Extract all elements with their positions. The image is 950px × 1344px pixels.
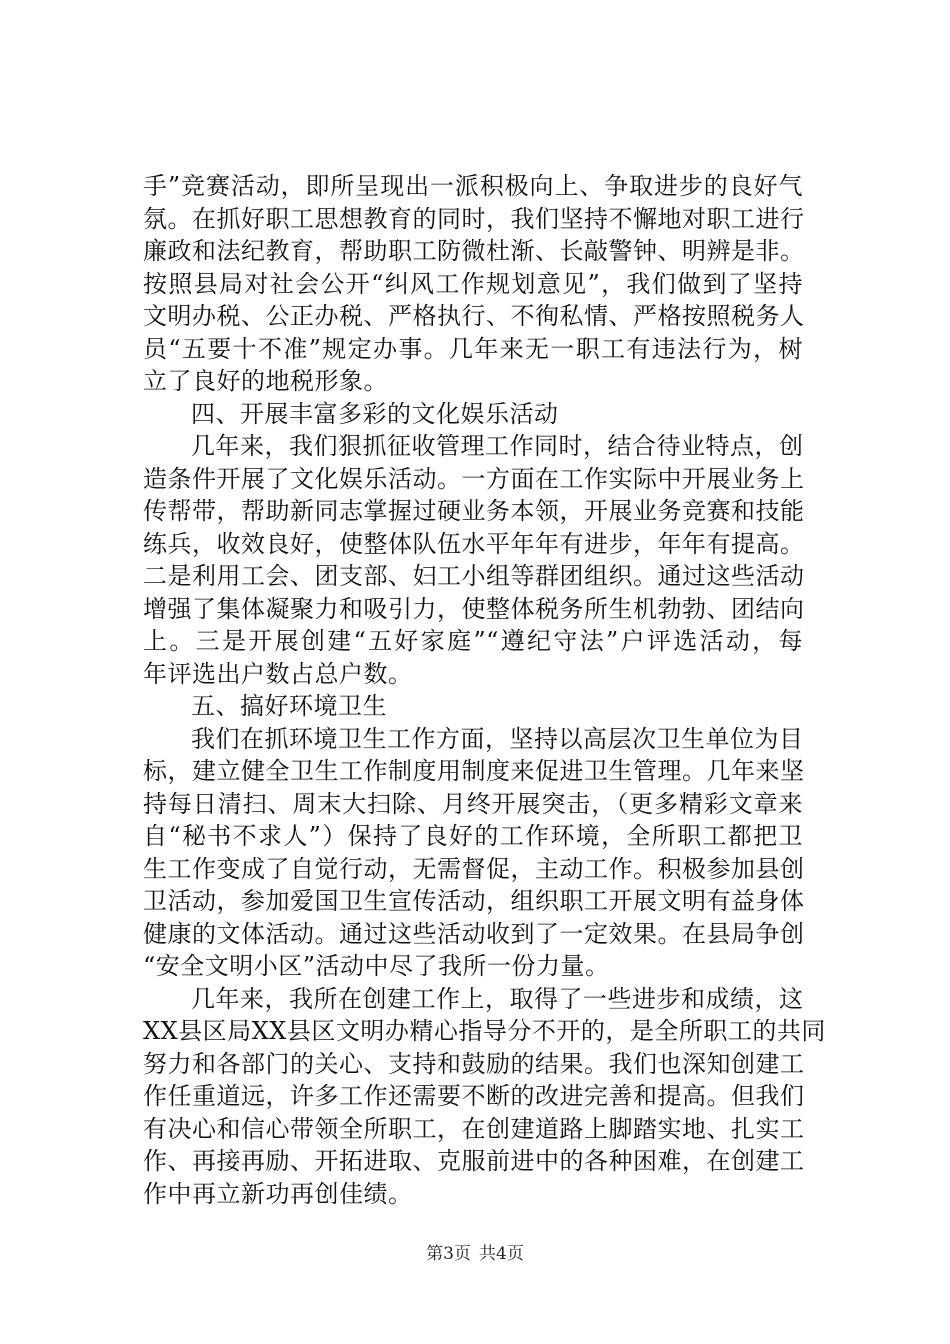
text-line: 增强了集体凝聚力和吸引力，使整体税务所生机勃勃、团结向 (143, 594, 805, 623)
text-line: 健康的文体活动。通过这些活动收到了一定效果。在县局争创 (143, 919, 805, 948)
text-line: 几年来，我们狠抓征收管理工作同时，结合待业特点，创 (191, 432, 804, 460)
text-line: 造条件开展了文化娱乐活动。一方面在工作实际中开展业务上 (143, 464, 805, 493)
text-line: 作中再立新功再创佳绩。 (143, 1179, 413, 1208)
text-line: 年评选出户数占总户数。 (143, 659, 413, 688)
text-line: 员“五要十不准”规定办事。几年来无一职工有违法行为，树 (143, 334, 803, 363)
text-line: 氛。在抓好职工思想教育的同时，我们坚持不懈地对职工进行 (143, 204, 805, 233)
text-line: 有决心和信心带领全所职工，在创建道路上脚踏实地、扎实工 (143, 1114, 805, 1143)
page-footer (0, 1244, 950, 1264)
section-heading: 四、开展丰富多彩的文化娱乐活动 (191, 399, 559, 428)
text-line: 按照县局对社会公开“纠风工作规划意见”，我们做到了坚持 (143, 269, 803, 298)
document-body (143, 170, 826, 1210)
text-line: 文明办税、公正办税、严格执行、不徇私情、严格按照税务人 (143, 302, 805, 330)
text-line: 二是利用工会、团支部、妇工小组等群团组织。通过这些活动 (143, 562, 805, 590)
text-line: 努力和各部门的关心、支持和鼓励的结果。我们也深知创建工 (143, 1049, 805, 1078)
text-line: 我们在抓环境卫生工作方面，坚持以高层次卫生单位为目 (191, 724, 804, 753)
text-line: 手”竞赛活动，即所呈现出一派积极向上、争取进步的良好气 (143, 172, 803, 200)
text-line: 几年来，我所在创建工作上，取得了一些进步和成绩，这 (191, 984, 804, 1013)
text-line: 持每日清扫、周末大扫除、月终开展突击，（更多精彩文章来 (143, 789, 803, 818)
section-heading: 五、搞好环境卫生 (191, 692, 387, 720)
text-line: 生工作变成了自觉行动，无需督促，主动工作。积极参加县创 (143, 854, 805, 883)
text-line: 作任重道远，许多工作还需要不断的改进完善和提高。但我们 (143, 1082, 805, 1110)
text-line: 立了良好的地税形象。 (143, 367, 388, 395)
text-line: 作、再接再励、开拓进取、克服前进中的各种困难，在创建工 (143, 1147, 805, 1175)
text-line: 练兵，收效良好，使整体队伍水平年年有进步，年年有提高。 (143, 529, 805, 558)
page-total: 共4页 (479, 1244, 524, 1264)
text-line: 上。三是开展创建“五好家庭”“遵纪守法”户评选活动，每 (143, 627, 803, 655)
text-line: XX县区局XX县区文明办精心指导分不开的，是全所职工的共同 (143, 1017, 826, 1045)
text-line: 卫活动，参加爱国卫生宣传活动，组织职工开展文明有益身体 (143, 887, 805, 915)
page-number: 第3页 (426, 1244, 471, 1264)
text-line: 传帮带，帮助新同志掌握过硬业务本领，开展业务竞赛和技能 (143, 497, 805, 525)
text-line: 廉政和法纪教育，帮助职工防微杜渐、长敲警钟、明辨是非。 (143, 237, 805, 265)
text-line: 标，建立健全卫生工作制度用制度来促进卫生管理。几年来坚 (143, 757, 805, 785)
text-line: “安全文明小区”活动中尽了我所一份力量。 (143, 952, 610, 980)
text-line: 自“秘书不求人”）保持了良好的工作环境，全所职工都把卫 (143, 822, 803, 850)
